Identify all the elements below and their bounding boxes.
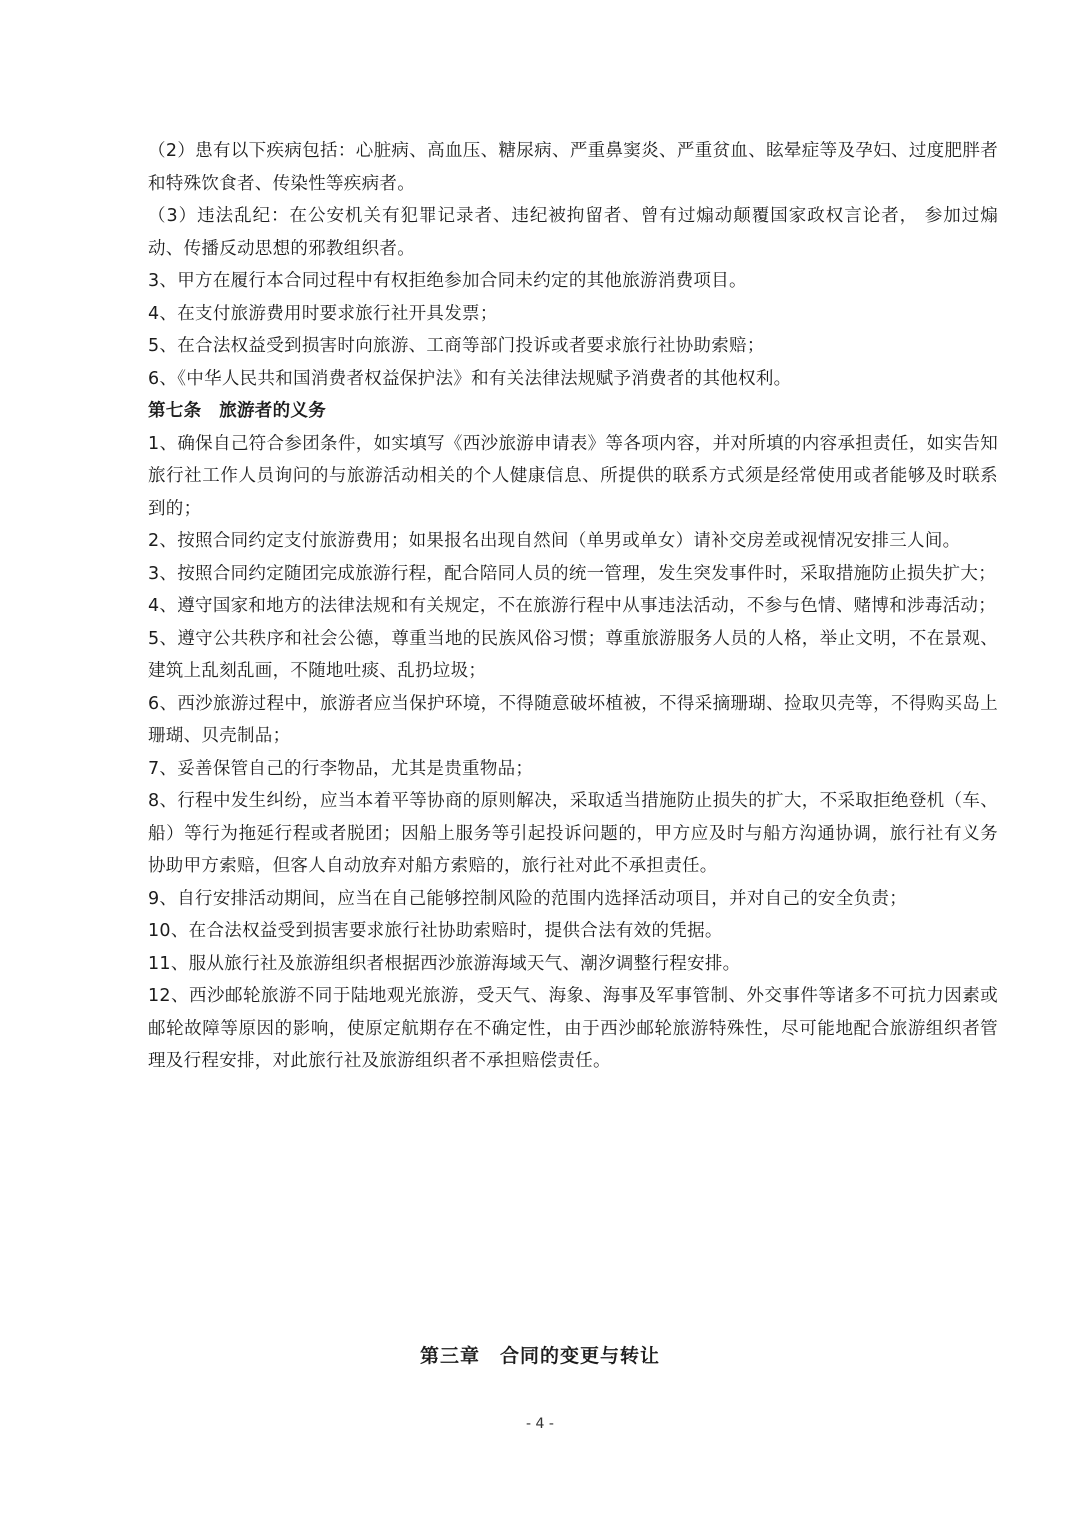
paragraph: （2）患有以下疾病包括：心脏病、高血压、糖尿病、严重鼻窦炎、严重贫血、眩晕症等及孕妇、过度肥胖者和特殊饮食者、传染性等疾病者。 xyxy=(148,141,998,194)
paragraph: 1、确保自己符合参团条件，如实填写《西沙旅游申请表》等各项内容，并对所填的内容承担责任，如实告知旅行社工作人员询问的与旅游活动相关的个人健康信息、所提供的联系方式须是经常使用或者能够及时联系到的； xyxy=(148,433,998,519)
paragraph: 5、在合法权益受到损害时向旅游、工商等部门投诉或者要求旅行社协助索赔； xyxy=(148,336,765,356)
page-number: - 4 - xyxy=(526,1416,554,1432)
paragraph: 7、妥善保管自己的行李物品，尤其是贵重物品； xyxy=(148,758,534,779)
paragraph: 9、自行安排活动期间，应当在自己能够控制风险的范围内选择活动项目，并对自己的安全负责； xyxy=(148,888,908,909)
paragraph: 3、按照合同约定随团完成旅游行程，配合陪同人员的统一管理，发生突发事件时，采取措施防止损失扩大； xyxy=(148,563,997,584)
paragraph: 5、遵守公共秩序和社会公德，尊重当地的民族风俗习惯；尊重旅游服务人员的人格，举止文明，不在景观、建筑上乱刻乱画，不随地吐痰、乱扔垃圾； xyxy=(148,628,998,681)
paragraph: 11、服从旅行社及旅游组织者根据西沙旅游海域天气、潮汐调整行程安排。 xyxy=(148,953,741,974)
paragraph: 6、《中华人民共和国消费者权益保护法》和有关法律法规赋予消费者的其他权利。 xyxy=(148,368,792,389)
paragraph: 8、行程中发生纠纷，应当本着平等协商的原则解决，采取适当措施防止损失的扩大，不采取拒绝登机（车、船）等行为拖延行程或者脱团；因船上服务等引起投诉问题的，甲方应及时与船方沟通协调，旅行社有义务协助甲方索赔，但客人自动放弃对船方索赔的，旅行社对此不承担责任。 xyxy=(148,791,998,876)
paragraph: 4、在支付旅游费用时要求旅行社开具发票； xyxy=(148,303,498,324)
chapter-title: 第三章 合同的变更与转让 xyxy=(419,1345,660,1367)
paragraph: 10、在合法权益受到损害要求旅行社协助索赔时，提供合法有效的凭据。 xyxy=(148,921,723,941)
paragraph: 3、甲方在履行本合同过程中有权拒绝参加合同未约定的其他旅游消费项目。 xyxy=(148,271,747,291)
paragraph: 6、西沙旅游过程中，旅游者应当保护环境，不得随意破坏植被，不得采摘珊瑚、捡取贝壳等，不得购买岛上珊瑚、贝壳制品； xyxy=(148,693,998,746)
paragraph: 2、按照合同约定支付旅游费用；如果报名出现自然间（单男或单女）请补交房差或视情况安排三人间。 xyxy=(148,531,961,551)
paragraph: 12、西沙邮轮旅游不同于陆地观光旅游，受天气、海象、海事及军事管制、外交事件等诸多不可抗力因素或邮轮故障等原因的影响，使原定航期存在不确定性，由于西沙邮轮旅游特殊性，尽可能地配合旅游组织者管理及行程安排，对此旅行社及旅游组织者不承担赔偿责任。 xyxy=(148,986,998,1071)
paragraph: 4、遵守国家和地方的法律法规和有关规定，不在旅游行程中从事违法活动，不参与色情、赌博和涉毒活动； xyxy=(148,596,997,616)
body-text xyxy=(148,135,998,1078)
section-heading: 第七条 旅游者的义务 xyxy=(148,401,326,421)
paragraph: （3）违法乱纪：在公安机关有犯罪记录者、违纪被拘留者、曾有过煽动颠覆国家政权言论者， 参加过煽动、传播反动思想的邪教组织者。 xyxy=(148,206,998,259)
